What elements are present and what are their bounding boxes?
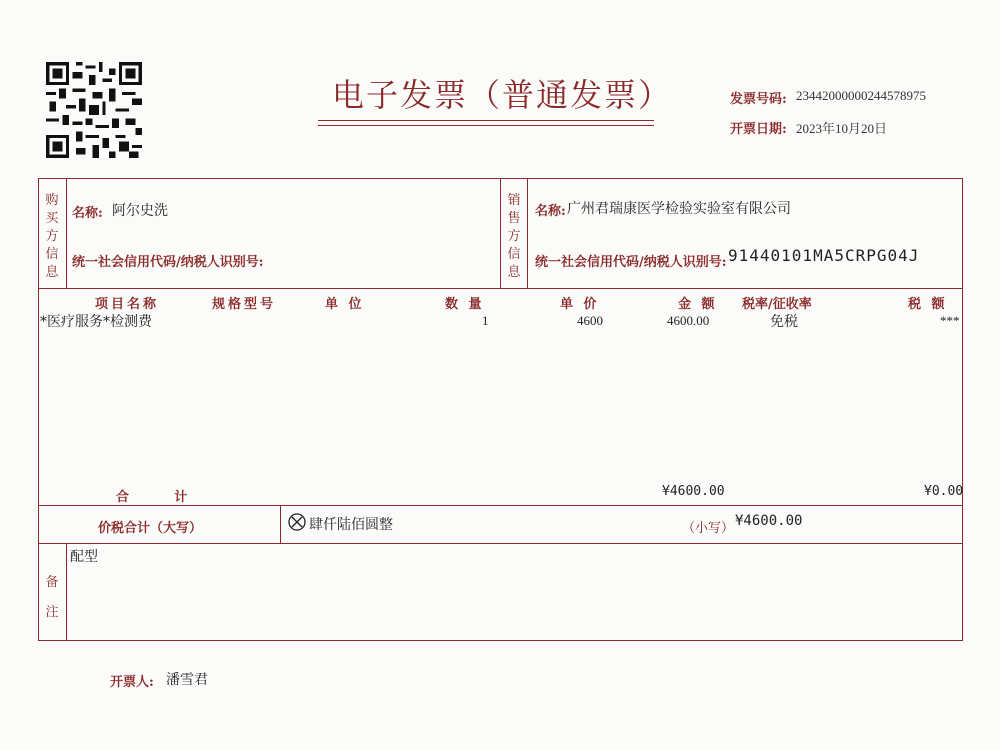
item-quantity: 1 [482,313,489,328]
issue-date-label: 开票日期: [730,122,787,137]
grand-total-in-words: 肆仟陆佰圆整 [309,517,393,533]
divider [66,178,67,288]
grand-total-label: 价税合计（大写） [98,521,203,536]
col-header-amount: 金 额 [678,297,718,312]
divider [66,543,67,641]
col-header-tax-rate: 税率/征收率 [742,297,812,312]
title-underline [318,120,654,121]
col-header-unit-price: 单 价 [560,297,600,312]
seller-name: 广州君瑞康医学检验实验室有限公司 [567,201,791,217]
item-tax-rate: 免税 [770,314,798,330]
issue-date: 2023年10月20日 [796,121,888,136]
item-unit-price: 4600 [577,313,603,328]
item-tax: *** [940,313,960,328]
seller-section-label: 销 售 方 信 息 [507,193,521,280]
item-amount: 4600.00 [667,313,710,328]
qr-code-icon [46,60,142,160]
issuer-label: 开票人: [110,675,154,690]
buyer-section-label: 购 买 方 信 息 [45,193,59,280]
invoice-no: 23442000000244578975 [796,88,926,103]
col-header-unit: 单 位 [325,297,365,312]
totals-amount: ¥4600.00 [662,484,725,499]
seller-name-label: 名称: [535,204,566,219]
buyer-name: 阿尔史洗 [112,203,168,219]
grand-total-small-label: （小写） [682,521,735,536]
invoice-no-label: 发票号码: [730,92,787,107]
item-name: *医疗服务*检测费 [40,314,152,330]
buyer-name-label: 名称: [72,206,103,221]
divider [38,543,963,544]
invoice-title: 电子发票（普通发票） [332,76,673,114]
divider [500,178,501,288]
seller-tax-id-label: 统一社会信用代码/纳税人识别号: [535,255,727,270]
remarks-text: 配型 [70,549,98,565]
divider [38,505,963,506]
buyer-tax-id-label: 统一社会信用代码/纳税人识别号: [72,255,264,270]
remarks-section-label: 备 注 [45,575,59,620]
col-header-item-name: 项目名称 [95,297,160,312]
col-header-tax: 税 额 [908,297,948,312]
issuer-name: 潘雪君 [166,672,208,688]
totals-tax: ¥0.00 [924,484,964,499]
circle-x-icon [288,513,306,531]
divider [280,505,281,543]
divider [527,178,528,288]
col-header-spec: 规格型号 [212,297,277,312]
col-header-quantity: 数 量 [445,297,485,312]
totals-label: 合 计 [116,490,188,505]
seller-tax-id: 91440101MA5CRPG04J [728,246,920,265]
divider [38,288,963,289]
title-underline [318,125,654,126]
grand-total-in-figures: ¥4600.00 [735,513,803,529]
